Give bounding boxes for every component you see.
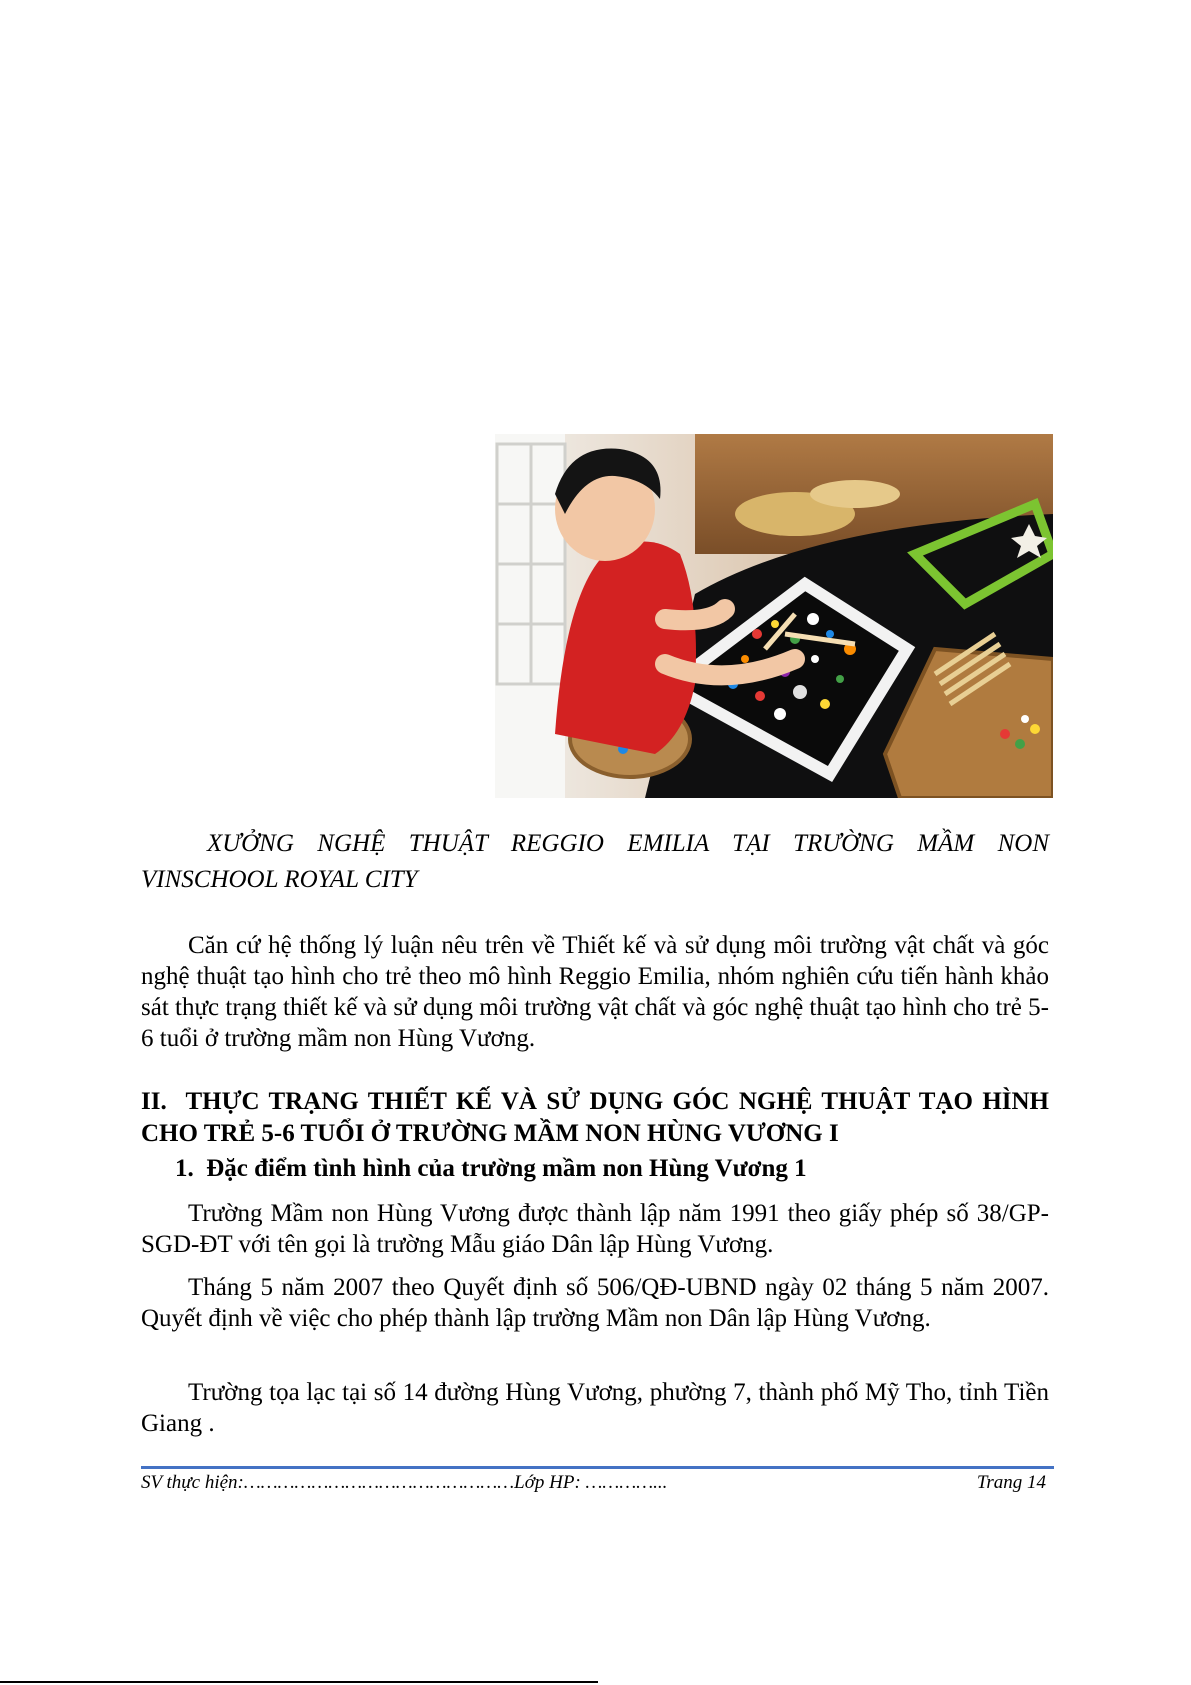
subsection-title: Đặc điểm tình hình của trường mầm non Hùng Vương 1 bbox=[206, 1155, 807, 1182]
decision-paragraph: Tháng 5 năm 2007 theo Quyết định số 506/QĐ-UBND ngày 02 tháng 5 năm 2007. Quyết định về việc cho phép thành lập trường Mầm non Dân lập Hùng Vương. bbox=[141, 1274, 1049, 1332]
footer-student-info: SV thực hiện:…………………………………………Lớp HP: …………... bbox=[141, 1472, 668, 1493]
photo-illustration bbox=[495, 434, 1053, 798]
caption-line-2: VINSCHOOL ROYAL CITY bbox=[141, 866, 418, 893]
section-heading bbox=[141, 1086, 1049, 1150]
figure-caption bbox=[141, 826, 1049, 898]
section-title: THỰC TRẠNG THIẾT KẾ VÀ SỬ DỤNG GÓC NGHỆ THUẬT TẠO HÌNH CHO TRẺ 5-6 TUỔI Ở TRƯỜNG MẦM NON HÙNG VƯƠNG I bbox=[141, 1088, 1050, 1147]
page-footer bbox=[141, 1470, 1046, 1496]
address-paragraph: Trường tọa lạc tại số 14 đường Hùng Vương, phường 7, thành phố Mỹ Tho, tỉnh Tiền Giang . bbox=[141, 1379, 1049, 1437]
footer-rule bbox=[141, 1466, 1054, 1469]
subsection-number: 1. bbox=[175, 1155, 194, 1182]
intro-paragraph: Căn cứ hệ thống lý luận nêu trên về Thiết kế và sử dụng môi trường vật chất và góc nghệ thuật tạo hình cho trẻ theo mô hình Reggio Emilia, nhóm nghiên cứu tiến hành khảo sát thực trạng thiết kế và sử dụng môi trường vật chất và góc nghệ thuật tạo hình cho trẻ 5-6 tuổi ở trường mầm non Hùng Vương. bbox=[141, 932, 1049, 1052]
page-number: Trang 14 bbox=[976, 1472, 1046, 1493]
figure-photo bbox=[495, 434, 1053, 798]
bottom-divider bbox=[0, 1681, 598, 1683]
section-number: II. bbox=[141, 1088, 167, 1115]
caption-line-1: XƯỞNG NGHỆ THUẬT REGGIO EMILIA TẠI TRƯỜNG MẦM NON bbox=[207, 830, 1049, 857]
history-paragraph: Trường Mầm non Hùng Vương được thành lập năm 1991 theo giấy phép số 38/GP-SGD-ĐT với tên gọi là trường Mẫu giáo Dân lập Hùng Vương. bbox=[141, 1200, 1049, 1258]
subsection-heading bbox=[175, 1153, 807, 1185]
